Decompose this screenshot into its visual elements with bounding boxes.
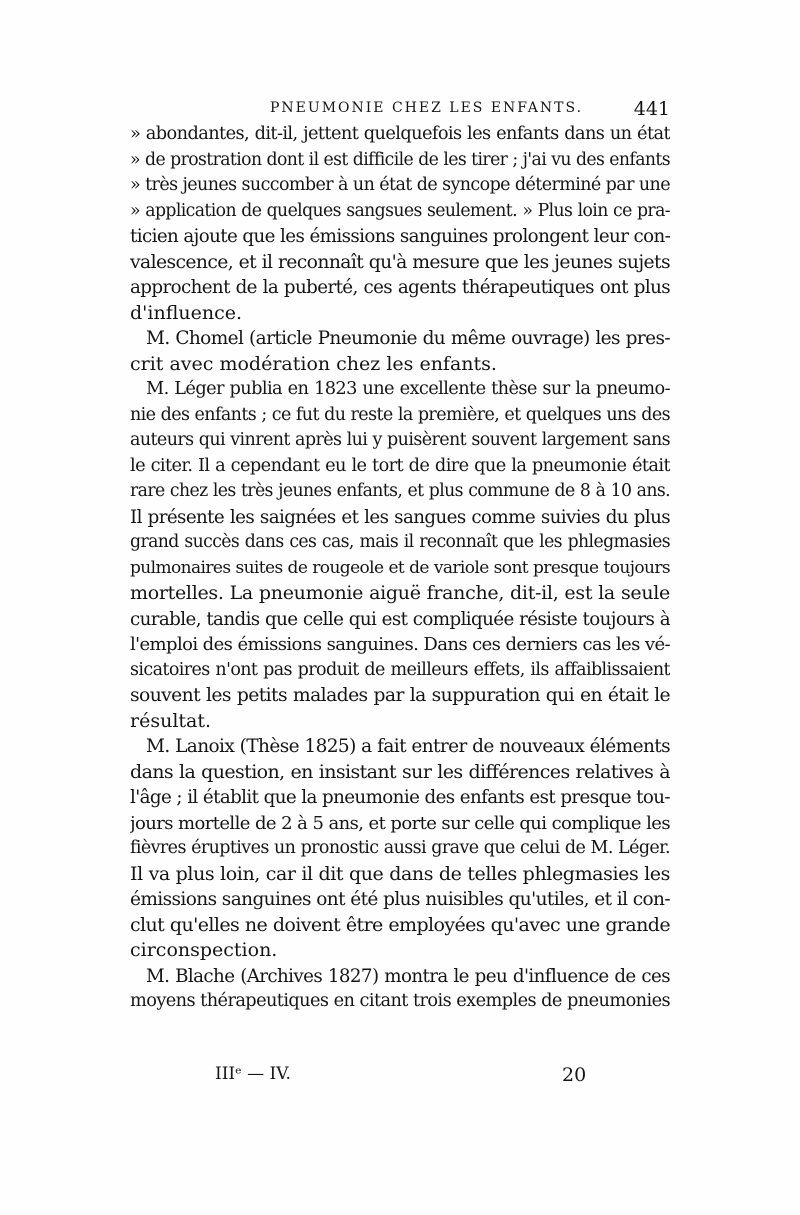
text-line: moyens thérapeutiques en citant trois exemples de pneumonies bbox=[130, 991, 670, 1011]
body-text bbox=[130, 122, 670, 1015]
text-line: le citer. Il a cependant eu le tort de dire que la pneumonie était bbox=[130, 455, 670, 476]
text-line: dans la question, en insistant sur les différences relatives à bbox=[130, 760, 670, 783]
paragraph-start-line: M. Léger publia en 1823 une excellente thèse sur la pneumo- bbox=[146, 379, 670, 399]
text-line: pulmonaires suites de rougeole et de variole sont presque toujours bbox=[130, 557, 670, 578]
text-line: émissions sanguines ont été plus nuisibles qu'utiles, et il con- bbox=[130, 889, 670, 910]
text-line: » application de quelques sangsues seulement. » Plus loin ce pra- bbox=[130, 200, 670, 221]
text-line: souvent les petits malades par la suppuration qui en était le bbox=[130, 685, 670, 706]
running-title: PNEUMONIE CHEZ LES ENFANTS. bbox=[270, 100, 584, 116]
text-line: grand succès dans ces cas, mais il reconnaît que les phlegmasies bbox=[130, 532, 670, 552]
text-line: circonspection. bbox=[130, 939, 278, 961]
paragraph-start-line: M. Lanoix (Thèse 1825) a fait entrer de nouveaux éléments bbox=[146, 736, 670, 757]
text-line: auteurs qui vinrent après lui y puisèrent souvent largement sans bbox=[130, 430, 670, 450]
sheet-number: 20 bbox=[562, 1064, 587, 1086]
page-number: 441 bbox=[633, 98, 670, 120]
paragraph-start-line: M. Chomel (article Pneumonie du même ouvrage) les pres- bbox=[146, 328, 670, 349]
page-footer bbox=[130, 1064, 670, 1090]
text-line: crit avec modération chez les enfants. bbox=[130, 352, 497, 375]
text-line: Il présente les saignées et les sangues comme suivies du plus bbox=[130, 506, 670, 528]
text-line: valescence, et il reconnaît qu'à mesure que les jeunes sujets bbox=[130, 251, 670, 273]
text-line: fièvres éruptives un pronostic aussi grave que celui de M. Léger. bbox=[130, 838, 670, 858]
signature-mark: IIIᵉ — IV. bbox=[215, 1064, 291, 1084]
running-head bbox=[130, 98, 670, 122]
text-line: » de prostration dont il est difficile de les tirer ; j'ai vu des enfants bbox=[130, 149, 670, 170]
text-line: approchent de la puberté, ces agents thérapeutiques ont plus bbox=[130, 277, 670, 298]
text-line: sicatoires n'ont pas produit de meilleurs effets, ils affaiblissaient bbox=[130, 659, 670, 680]
paragraph-start-line: M. Blache (Archives 1827) montra le peu d'influence de ces bbox=[146, 965, 670, 987]
text-line: mortelles. La pneumonie aiguë franche, dit-il, est la seule bbox=[130, 582, 670, 604]
text-line: » abondantes, dit-il, jettent quelquefois les enfants dans un état bbox=[130, 124, 670, 144]
text-line: résultat. bbox=[130, 709, 212, 732]
text-line: l'emploi des émissions sanguines. Dans ces derniers cas les vé- bbox=[130, 634, 670, 655]
text-line: l'âge ; il établit que la pneumonie des enfants est presque tou- bbox=[130, 787, 670, 808]
text-line: Il va plus loin, car il dit que dans de telles phlegmasies les bbox=[130, 862, 670, 885]
text-line: d'influence. bbox=[130, 301, 243, 324]
text-line: » très jeunes succomber à un état de syncope déterminé par une bbox=[130, 175, 670, 195]
text-line: curable, tandis que celle qui est compliquée résiste toujours à bbox=[130, 608, 670, 630]
text-line: nie des enfants ; ce fut du reste la première, et quelques uns des bbox=[130, 404, 670, 425]
text-line: ticien ajoute que les émissions sanguines prolongent leur con- bbox=[130, 226, 670, 247]
text-line: rare chez les très jeunes enfants, et plus commune de 8 à 10 ans. bbox=[130, 481, 670, 501]
text-line: jours mortelle de 2 à 5 ans, et porte sur celle qui complique les bbox=[130, 812, 670, 834]
text-line: clut qu'elles ne doivent être employées qu'avec une grande bbox=[130, 913, 670, 936]
